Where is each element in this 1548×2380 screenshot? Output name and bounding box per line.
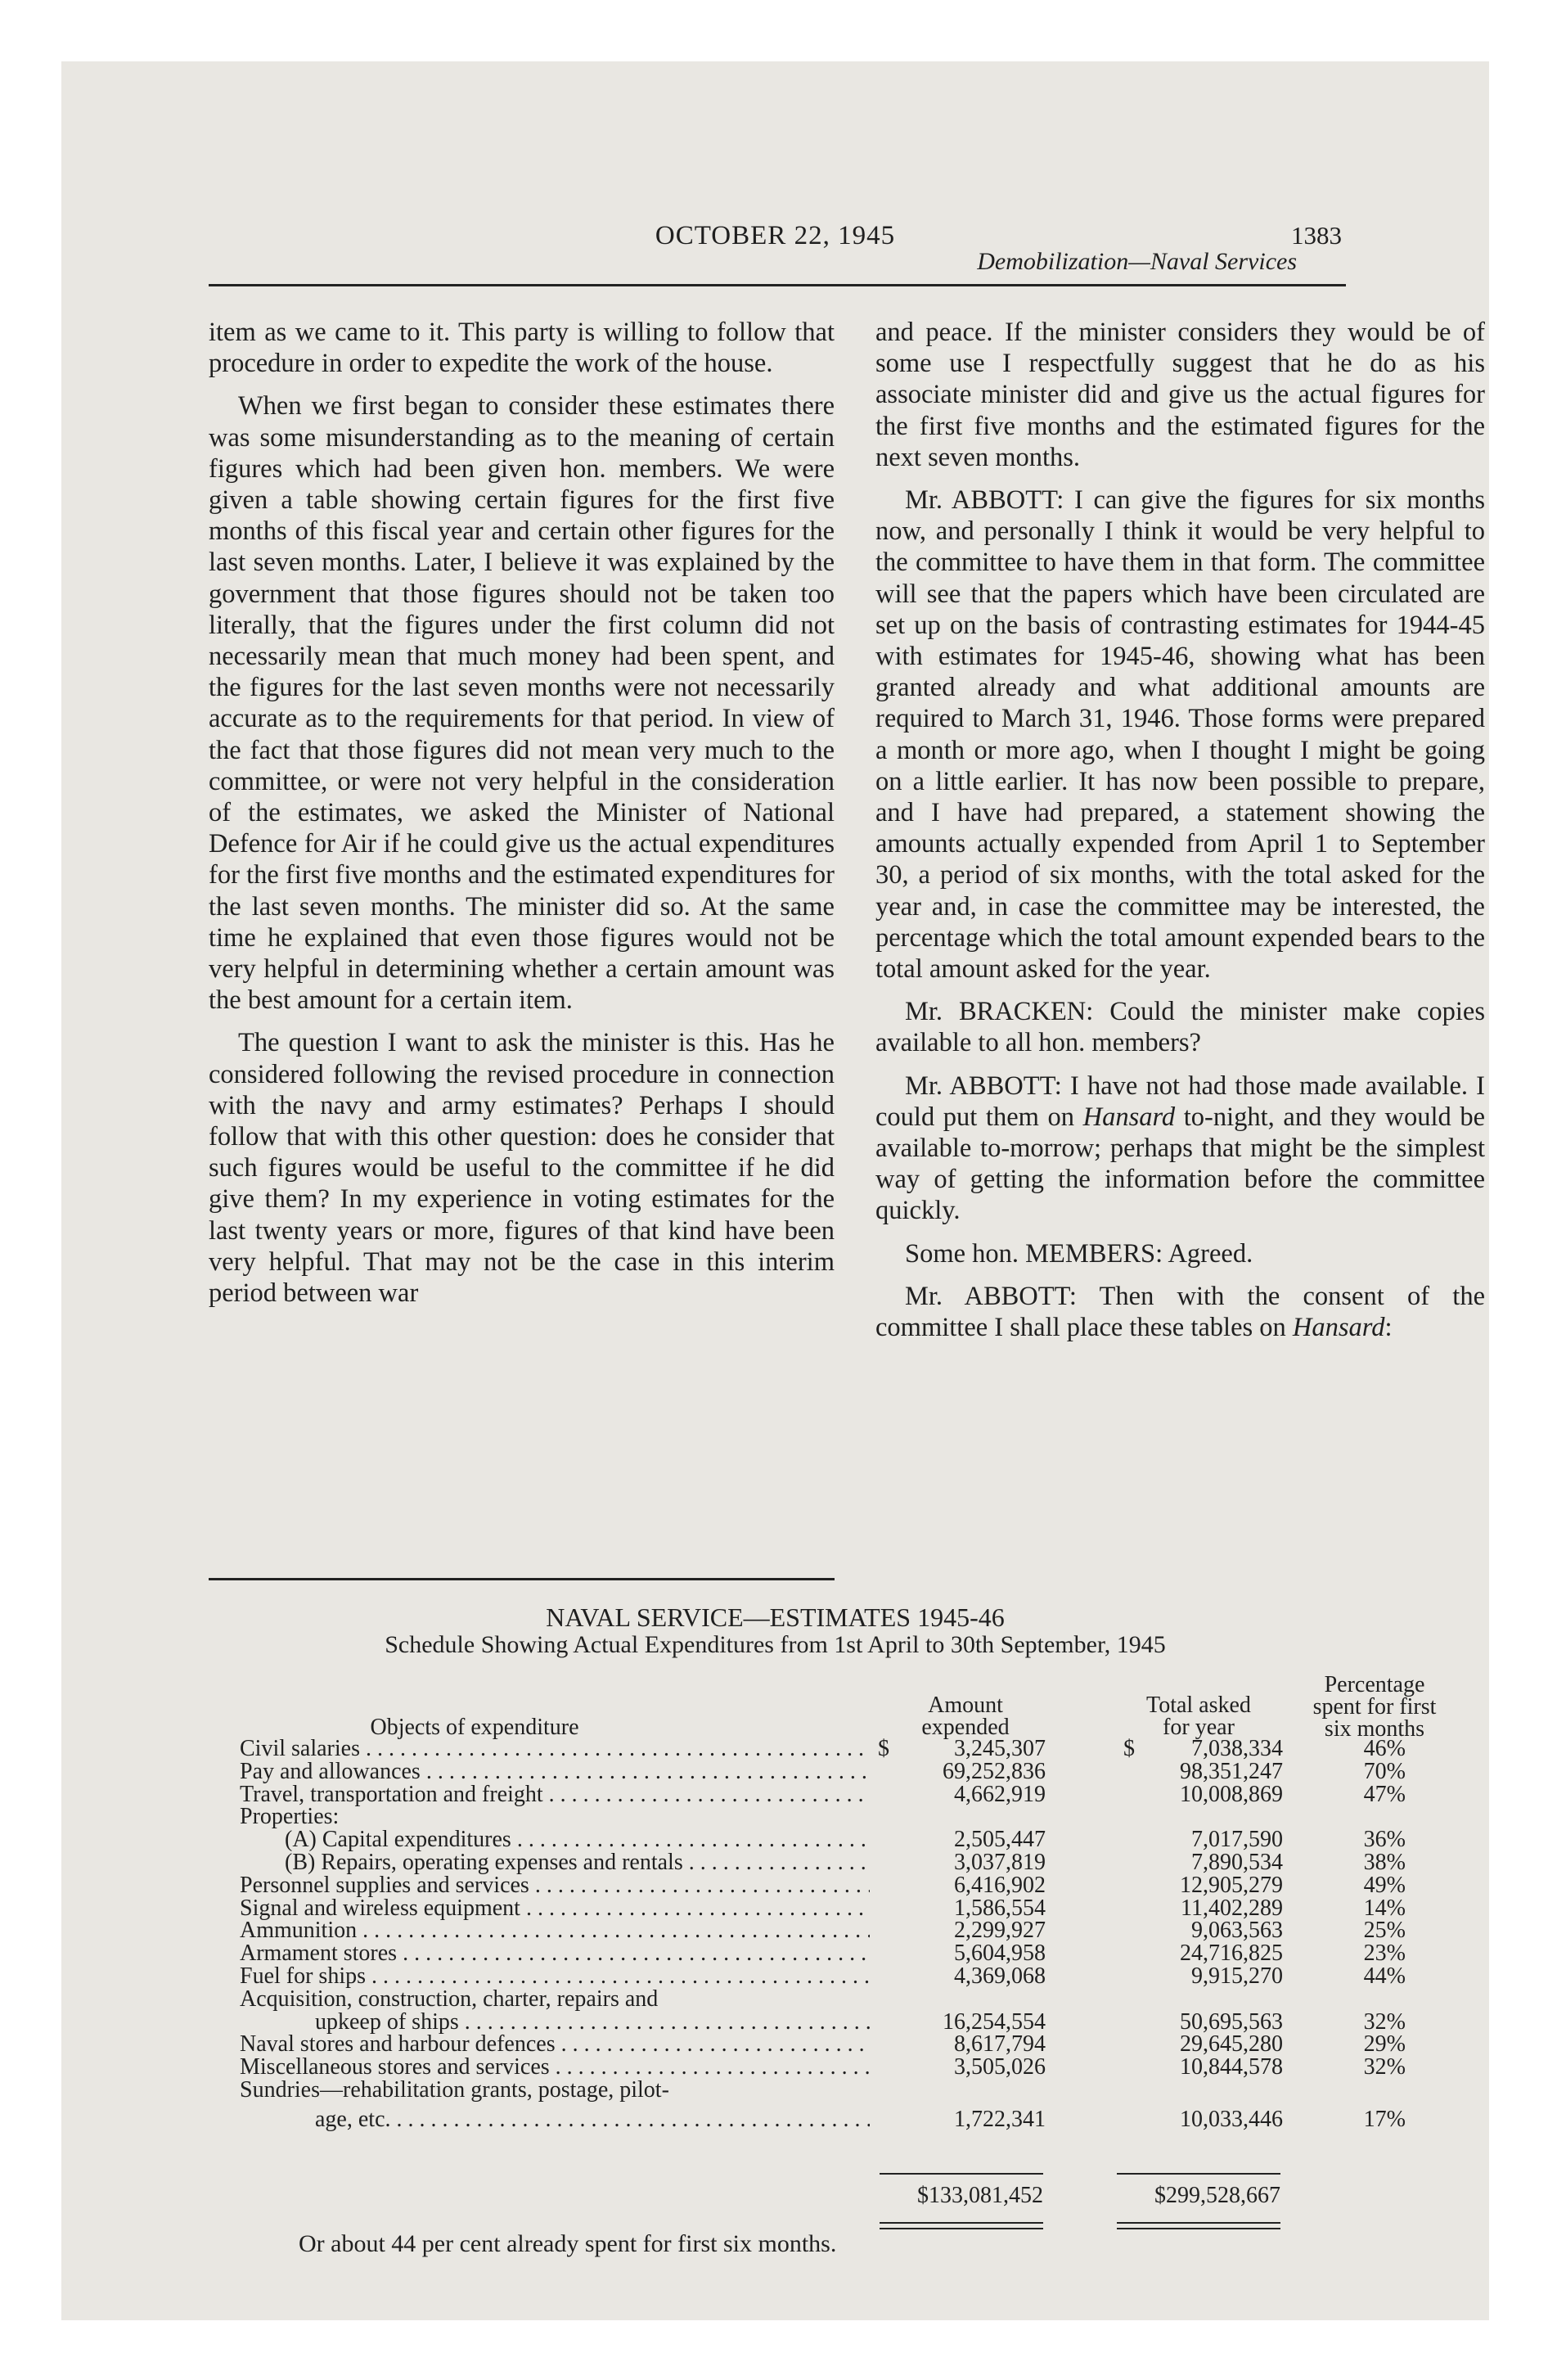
total-asked: 10,008,869 <box>1180 1781 1283 1807</box>
amount-expended: 16,254,554 <box>943 2008 1046 2035</box>
amount-expended: 3,505,026 <box>954 2054 1046 2080</box>
table-row <box>240 1828 1467 1851</box>
row-label: age, etc. . . . <box>240 2108 870 2131</box>
row-label: Personnel supplies and services . . . <box>240 1874 870 1897</box>
amount-expended: 4,369,068 <box>954 1963 1046 1989</box>
table-row <box>240 1805 1467 1828</box>
percentage-spent: 17% <box>1363 2106 1406 2132</box>
percentage-spent: 46% <box>1363 1736 1406 1761</box>
header-line: Total asked <box>1146 1693 1251 1718</box>
page-sheet <box>61 61 1489 2320</box>
total-asked: 7,038,334 <box>1191 1736 1283 1761</box>
total-asked: 50,695,563 <box>1180 2008 1283 2035</box>
left-column <box>209 317 835 1320</box>
paragraph: Some hon. MEMBERS: Agreed. <box>905 1238 1253 1269</box>
table-subtitle: Schedule Showing Actual Expenditures from 1st April to 30th September, 1945 <box>385 1631 1166 1658</box>
percentage-spent: 29% <box>1363 2031 1406 2058</box>
header-line: expended <box>921 1715 1010 1740</box>
right-column <box>875 317 1485 1355</box>
row-label: Ammunition . . . <box>240 1919 870 1942</box>
row-label: Properties: <box>240 1805 340 1829</box>
percentage-spent: 70% <box>1363 1758 1406 1784</box>
column-header-percentage <box>1268 1674 1481 1740</box>
header-line: six months <box>1324 1716 1425 1742</box>
column-end-rule <box>209 1578 835 1580</box>
row-label: Acquisition, construction, charter, repairs and <box>240 1987 659 2011</box>
total-asked: 10,844,578 <box>1180 2054 1283 2080</box>
amount-expended: 8,617,794 <box>954 2031 1046 2058</box>
total-asked: 98,351,247 <box>1180 1758 1283 1784</box>
percentage-spent: 47% <box>1363 1781 1406 1807</box>
amount-expended: 4,662,919 <box>954 1781 1046 1807</box>
paragraph: item as we came to it. This party is willing to follow that procedure in order to expedite the work of the house. <box>209 318 835 379</box>
header-line: Percentage <box>1324 1672 1425 1697</box>
total-asked: 11,402,289 <box>1181 1895 1283 1921</box>
table-row <box>240 1738 1467 1760</box>
table-row <box>240 1965 1467 1988</box>
header-line: spent for first <box>1312 1694 1437 1720</box>
percentage-spent: 23% <box>1363 1941 1406 1967</box>
page-date: OCTOBER 22, 1945 <box>655 221 896 250</box>
column-header-objects: Objects of expenditure <box>370 1715 579 1740</box>
table-title: NAVAL SERVICE—ESTIMATES 1945-46 <box>546 1602 1005 1632</box>
table-row <box>240 1988 1467 2011</box>
percentage-spent: 36% <box>1363 1827 1406 1853</box>
grand-total-asked: $299,528,667 <box>1154 2183 1280 2208</box>
paragraph: Mr. ABBOTT: Then with the consent of the committee I shall place these tables on Hansard: <box>875 1281 1485 1343</box>
table-row <box>240 1897 1467 1920</box>
amount-expended: 3,245,307 <box>954 1736 1046 1761</box>
table-row <box>240 1851 1467 1874</box>
percentage-spent: 49% <box>1363 1872 1406 1898</box>
paragraph: and peace. If the minister considers they would be of some use I respectfully suggest that he do as his associate minister did and give us the actual figures for the first five months and the estimated figures for the next seven months. <box>875 318 1485 472</box>
amount-expended: 1,586,554 <box>954 1895 1046 1921</box>
paragraph: Mr. BRACKEN: Could the minister make copies available to all hon. members? <box>875 997 1485 1058</box>
total-asked: 7,890,534 <box>1191 1850 1283 1875</box>
italic-hansard: Hansard <box>1292 1313 1385 1343</box>
paragraph: Mr. ABBOTT: I can give the figures for six months now, and personally I think it would be very helpful to the committee to have them in that form. The committee will see that the papers which have been circulated are set up on the basis of contrasting estimates for 1944-45 with estimates for 1945-46, showing what has been granted already and what additional amounts are required to March 31, 1946. Those forms were prepared a month or more ago, when I thought I might be going on a little earlier. It has now been possible to prepare, and I have had prepared, a statement showing the amounts actually expended from April 1 to September 30, a period of six months, with the total asked for the year and, in case the committee may be interested, the percentage which the total amount expended bears to the total amount asked for the year. <box>875 485 1485 985</box>
table-row <box>240 2008 1467 2035</box>
percentage-spent: 38% <box>1363 1850 1406 1875</box>
table-row <box>240 2079 1467 2102</box>
sum-rule-total <box>1117 2173 1280 2175</box>
amount-expended: 1,722,341 <box>954 2106 1046 2132</box>
total-asked: 24,716,825 <box>1180 1941 1283 1967</box>
row-label: Naval stores and harbour defences . . . <box>240 2033 870 2056</box>
paragraph: The question I want to ask the minister is this. Has he considered following the revised procedure in connection with the navy and army estimates? Perhaps I should follow that with this other question: does he consider that such figures would be useful to the committee if he did give them? In my experience in voting estimates for the last twenty years or more, figures of that kind have been very helpful. That may not be the case in this interim period between war <box>209 1028 835 1309</box>
row-label: Travel, transportation and freight . . . <box>240 1783 870 1806</box>
italic-hansard: Hansard <box>1082 1102 1176 1132</box>
grand-total-amount: $133,081,452 <box>917 2183 1043 2208</box>
table-row <box>240 1919 1467 1942</box>
table-row <box>240 2033 1467 2056</box>
row-label: upkeep of ships . . . <box>240 2011 870 2034</box>
table-row <box>240 2108 1467 2131</box>
amount-expended: 2,505,447 <box>954 1827 1046 1853</box>
header-line: Amount <box>928 1693 1003 1718</box>
table-row <box>240 1760 1467 1783</box>
amount-expended: 5,604,958 <box>954 1941 1046 1967</box>
row-label: Sundries—rehabilitation grants, postage, pilot- <box>240 2079 669 2102</box>
total-asked: 9,915,270 <box>1191 1963 1283 1989</box>
table-row <box>240 1874 1467 1897</box>
percentage-spent: 14% <box>1363 1895 1406 1921</box>
row-label: Miscellaneous stores and services . . . <box>240 2056 870 2079</box>
row-label: Civil salaries . . . <box>240 1738 870 1760</box>
row-label: Signal and wireless equipment . . . <box>240 1897 870 1920</box>
total-asked: 29,645,280 <box>1180 2031 1283 2058</box>
amount-expended: 3,037,819 <box>954 1850 1046 1875</box>
percentage-spent: 32% <box>1363 2008 1406 2035</box>
column-header-amount <box>863 1694 1068 1738</box>
table-note: Or about 44 per cent already spent for first six months. <box>299 2230 837 2257</box>
percentage-spent: 32% <box>1363 2054 1406 2080</box>
header-rule <box>209 284 1346 286</box>
row-label: Pay and allowances . . . <box>240 1760 870 1783</box>
total-asked: 7,017,590 <box>1191 1827 1283 1853</box>
total-asked: 9,063,563 <box>1191 1918 1283 1944</box>
page-number: 1383 <box>1291 221 1342 250</box>
table-row <box>240 1942 1467 1965</box>
currency-sign: $ <box>878 1736 889 1761</box>
percentage-spent: 25% <box>1363 1918 1406 1944</box>
total-asked: 10,033,446 <box>1180 2106 1283 2132</box>
amount-expended: 2,299,927 <box>954 1918 1046 1944</box>
row-label: Armament stores . . . <box>240 1942 870 1965</box>
paragraph: When we first began to consider these estimates there was some misunderstanding as to the meaning of certain figures which had been given hon. members. We were given a table showing certain figures for the first five months of this fiscal year and certain other figures for the last seven months. Later, I believe it was explained by the government that those figures should not be taken too literally, that the figures under the first column did not necessarily mean that much money had been spent, and the figures for the last seven months were not necessarily accurate as to the requirements for that period. In view of the fact that those figures did not mean very much to the committee, or were not very helpful in the consideration of the estimates, we asked the Minister of National Defence for Air if he could give us the actual expenditures for the first five months and the estimated expenditures for the last seven months. The minister did so. At the same time he explained that even those figures would not be very helpful in determining whether a certain amount was the best amount for a certain item. <box>209 391 835 1016</box>
sum-rule-amount <box>880 2173 1043 2175</box>
double-rule-total <box>1117 2222 1280 2229</box>
section-title: Demobilization—Naval Services <box>977 248 1297 275</box>
header-line: for year <box>1163 1715 1235 1740</box>
percentage-spent: 44% <box>1363 1963 1406 1989</box>
row-label: (A) Capital expenditures . . . <box>240 1828 870 1851</box>
total-asked: 12,905,279 <box>1180 1872 1283 1898</box>
table-row <box>240 1783 1467 1806</box>
table-row <box>240 2056 1467 2079</box>
row-label: Fuel for ships . . . <box>240 1965 870 1988</box>
double-rule-amount <box>880 2222 1043 2229</box>
currency-sign: $ <box>1123 1736 1135 1761</box>
amount-expended: 6,416,902 <box>954 1872 1046 1898</box>
paragraph: Mr. ABBOTT: I have not had those made available. I could put them on Hansard to-night, and they would be available to-morrow; perhaps that might be the simplest way of getting the information before the committee quickly. <box>875 1071 1485 1226</box>
amount-expended: 69,252,836 <box>943 1758 1046 1784</box>
row-label: (B) Repairs, operating expenses and rentals . . . <box>240 1851 870 1874</box>
